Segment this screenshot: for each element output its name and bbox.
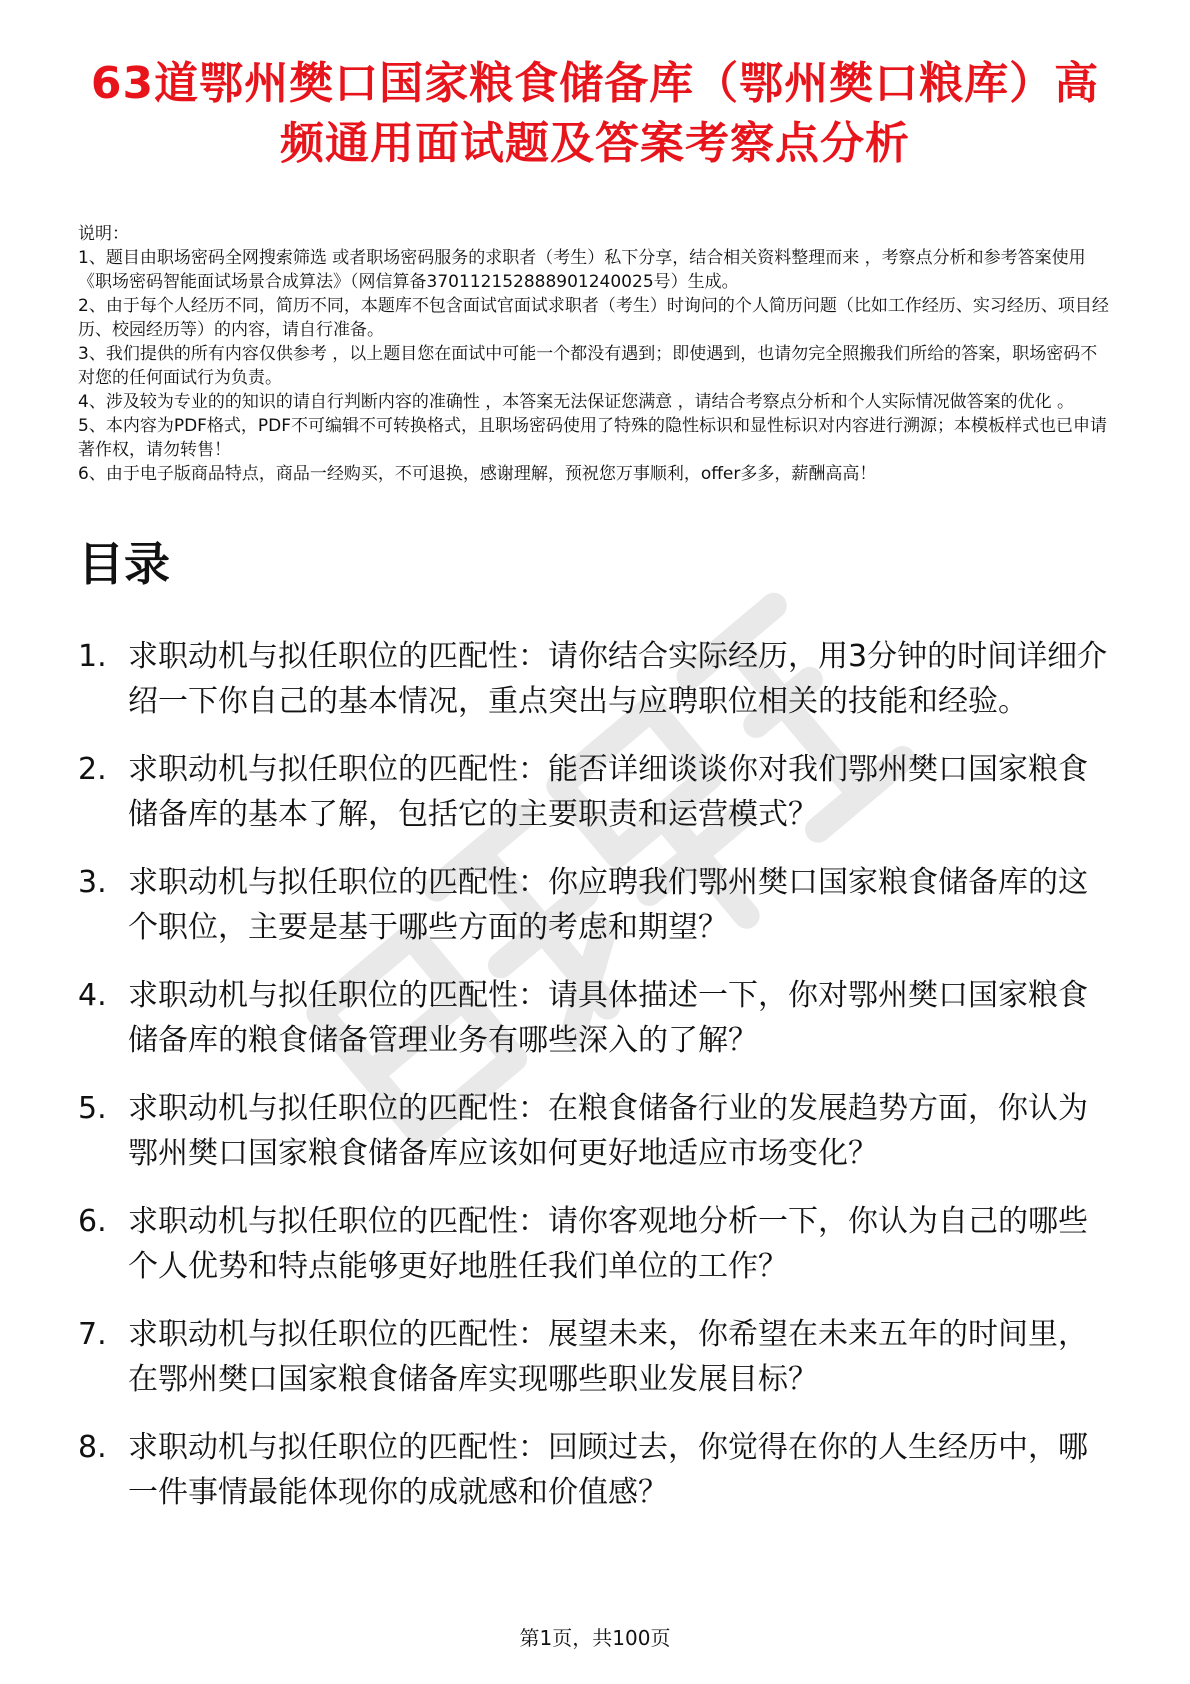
toc-item-number: 1.	[78, 639, 107, 674]
notes-heading: 说明：	[78, 224, 129, 244]
toc-item-number: 7.	[78, 1317, 107, 1352]
document-title: 63道鄂州樊口国家粮食储备库（鄂州樊口粮库）高频通用面试题及答案考察点分析	[90, 58, 1100, 169]
toc-item-text: 求职动机与拟任职位的匹配性：能否详细谈谈你对我们鄂州樊口国家粮食储备库的基本了解，包括它的主要职责和运营模式？	[128, 752, 1088, 832]
toc-item-number: 8.	[78, 1430, 107, 1465]
toc-item-text: 求职动机与拟任职位的匹配性：回顾过去，你觉得在你的人生经历中，哪一件事情最能体现你的成就感和价值感？	[128, 1430, 1088, 1510]
toc-item[interactable]	[78, 973, 1112, 1063]
note-item: 4、涉及较为专业的的知识的请自行判断内容的准确性 ，本答案无法保证您满意 ，请结合考察点分析和个人实际情况做答案的优化 。	[78, 392, 1075, 412]
notes-section	[78, 222, 1112, 486]
toc-item-text: 求职动机与拟任职位的匹配性：展望未来，你希望在未来五年的时间里，在鄂州樊口国家粮食储备库实现哪些职业发展目标？	[128, 1317, 1088, 1397]
note-item: 6、由于电子版商品特点，商品一经购买，不可退换，感谢理解，预祝您万事顺利，offer多多，薪酬高高！	[78, 464, 877, 484]
toc-heading: 目录	[78, 537, 170, 591]
toc-item-number: 4.	[78, 978, 107, 1013]
toc-item-text: 求职动机与拟任职位的匹配性：请具体描述一下，你对鄂州樊口国家粮食储备库的粮食储备管理业务有哪些深入的了解？	[128, 978, 1088, 1058]
toc-item[interactable]	[78, 1199, 1112, 1289]
note-item: 5、本内容为PDF格式，PDF不可编辑不可转换格式，且职场密码使用了特殊的隐性标识和显性标识对内容进行溯源；本模板样式也已申请著作权，请勿转售！	[78, 416, 1108, 460]
toc-list	[78, 634, 1112, 1515]
toc-item-number: 6.	[78, 1204, 107, 1239]
note-item: 2、由于每个人经历不同，简历不同，本题库不包含面试官面试求职者（考生）时询问的个人简历问题（比如工作经历、实习经历、项目经历、校园经历等）的内容，请自行准备。	[78, 296, 1109, 340]
note-item: 3、我们提供的所有内容仅供参考 ，以上题目您在面试中可能一个都没有遇到；即使遇到，也请勿完全照搬我们所给的答案，职场密码不对您的任何面试行为负责。	[78, 344, 1098, 388]
toc-item-text: 求职动机与拟任职位的匹配性：在粮食储备行业的发展趋势方面，你认为鄂州樊口国家粮食储备库应该如何更好地适应市场变化？	[128, 1091, 1088, 1171]
toc-item[interactable]	[78, 1425, 1112, 1515]
toc-item-number: 2.	[78, 752, 107, 787]
toc-item-text: 求职动机与拟任职位的匹配性：请你结合实际经历，用3分钟的时间详细介绍一下你自己的基本情况，重点突出与应聘职位相关的技能和经验。	[128, 639, 1108, 719]
toc-item[interactable]	[78, 1086, 1112, 1176]
toc-item[interactable]	[78, 634, 1112, 724]
toc-item[interactable]	[78, 860, 1112, 950]
toc-item-text: 求职动机与拟任职位的匹配性：请你客观地分析一下，你认为自己的哪些个人优势和特点能够更好地胜任我们单位的工作？	[128, 1204, 1088, 1284]
note-item: 1、题目由职场密码全网搜索筛选 或者职场密码服务的求职者（考生）私下分享，结合相关资料整理而来 ，考察点分析和参考答案使用《职场密码智能面试场景合成算法》（网信算备370112152888901240025号）生成。	[78, 248, 1086, 292]
toc-item-number: 3.	[78, 865, 107, 900]
toc-item[interactable]	[78, 1312, 1112, 1402]
toc-item-text: 求职动机与拟任职位的匹配性：你应聘我们鄂州樊口国家粮食储备库的这个职位，主要是基于哪些方面的考虑和期望？	[128, 865, 1088, 945]
page-footer: 第1页，共100页	[519, 1626, 671, 1650]
toc-item[interactable]	[78, 747, 1112, 837]
toc-item-number: 5.	[78, 1091, 107, 1126]
